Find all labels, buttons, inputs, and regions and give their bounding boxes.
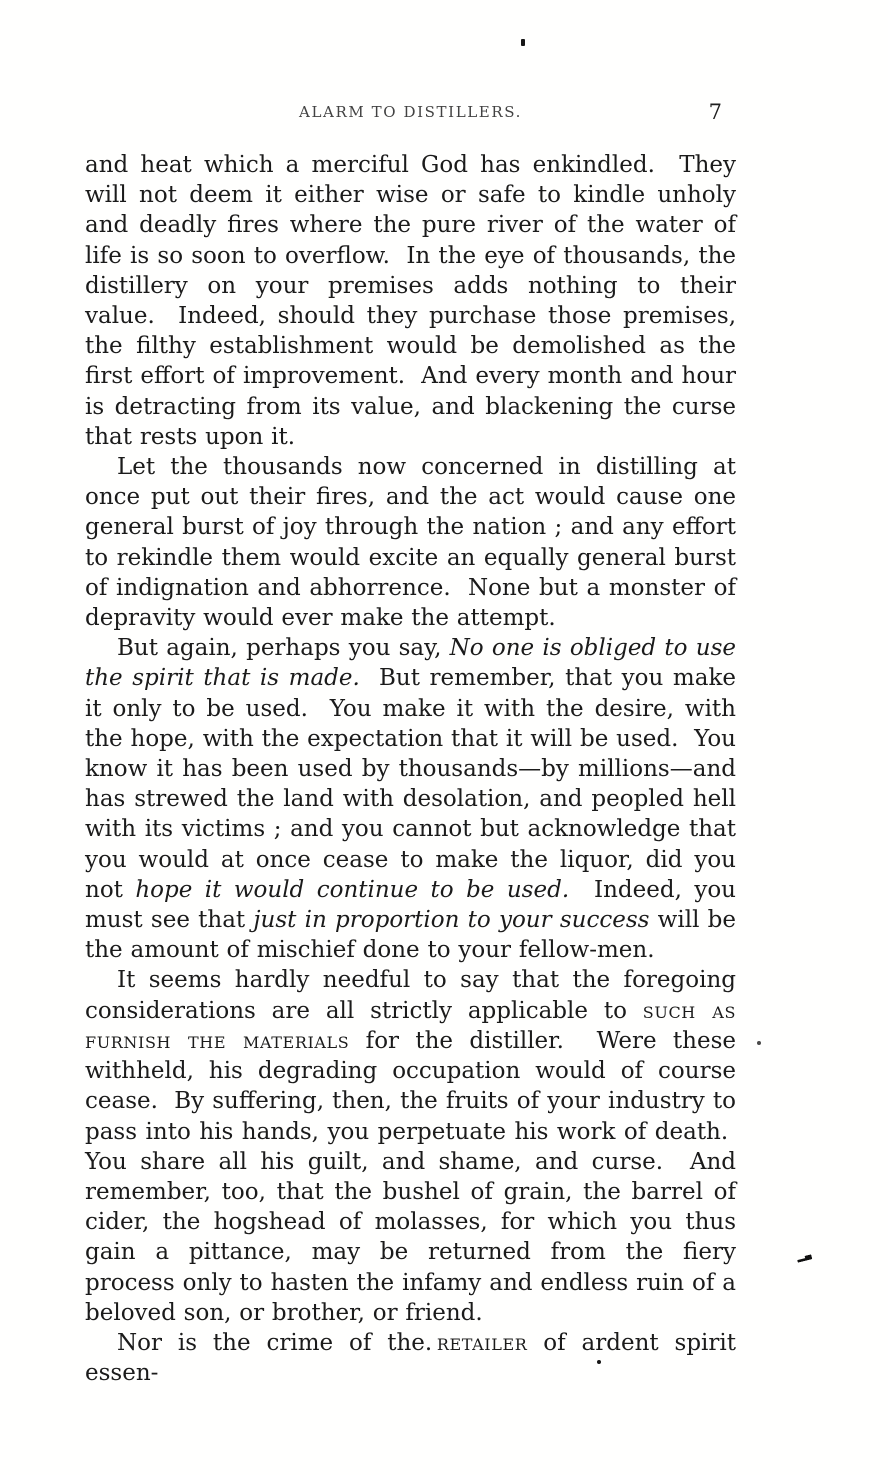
paragraph <box>85 633 736 965</box>
ink-speck-bottom <box>597 1360 601 1364</box>
text-run: for the distiller. Were these withheld, his degrading occupation would of course cease. By suffering, then, the fruits of your industry to pass into his hands, you perpetuate his work of death. You share all his guilt, and shame, and curse. And remember, too, that the bushel of grain, the barrel of cider, the hogshead of molasses, for which you thus gain a pittance, may be returned from the fiery process only to hasten the infamy and endless ruin of a beloved son, or brother, or friend. <box>85 1027 736 1326</box>
text-run: Let the thousands now concerned in distilling at once put out their fires, and the act would cause one general burst of joy through the nation ; and any effort to rekindle them would excite an equally general burst of indignation and abhorrence. None but a monster of depravity would ever make the attempt. <box>85 454 736 632</box>
text-run: and heat which a merciful God has enkindled. They will not deem it either wise or safe to kindle unholy and deadly fires where the pure river of the water of life is so soon to overflow. In the eye of thousands, the distillery on your premises adds nothing to their value. Indeed, should they purchase those premises, the filthy establishment would be demolished as the first effort of improvement. And every month and hour is detracting from its value, and blackening the curse that rests upon it. <box>85 152 736 450</box>
running-title: ALARM TO DISTILLERS. <box>299 103 522 121</box>
ink-speck-top <box>521 39 525 46</box>
page-content <box>85 100 737 1388</box>
small-caps-phrase: such as furnish the materials <box>85 997 737 1054</box>
running-header <box>85 100 736 129</box>
paragraph <box>85 150 736 452</box>
pencil-dash-right-margin <box>797 1254 813 1262</box>
text-run: of ardent spirit essen- <box>85 1329 736 1387</box>
small-caps-phrase: retailer <box>436 1329 528 1356</box>
text-block <box>85 150 736 1388</box>
italic-phrase: No one is obliged to use the spirit that is made. <box>85 635 736 692</box>
ink-speck-right-margin <box>757 1041 761 1045</box>
text-run: But again, perhaps you say, <box>117 635 450 662</box>
text-run: Indeed, you must see that <box>85 876 736 934</box>
paragraph <box>85 1328 736 1388</box>
paragraph <box>85 452 736 633</box>
text-run: will be the amount of mischief done to your fellow-men. <box>85 907 737 964</box>
paragraph <box>85 965 736 1327</box>
text-run: But remember, that you make it only to be used. You make it with the desire, with the hope, with the expectation that it will be used. You know it has been used by thousands—by millions—and has strewed the land with desolation, and peopled hell with its victims ; and you cannot but acknowledge that you would at once cease to make the liquor, did you not <box>85 665 736 903</box>
page-number: 7 <box>708 100 722 124</box>
text-run: It seems hardly needful to say that the foregoing considerations are all strictly applicable to <box>85 967 736 1024</box>
text-run: Nor is the crime of the. <box>117 1329 437 1356</box>
italic-phrase: hope it would continue to be used. <box>135 876 570 903</box>
italic-phrase: just in proportion to your success <box>253 907 650 934</box>
